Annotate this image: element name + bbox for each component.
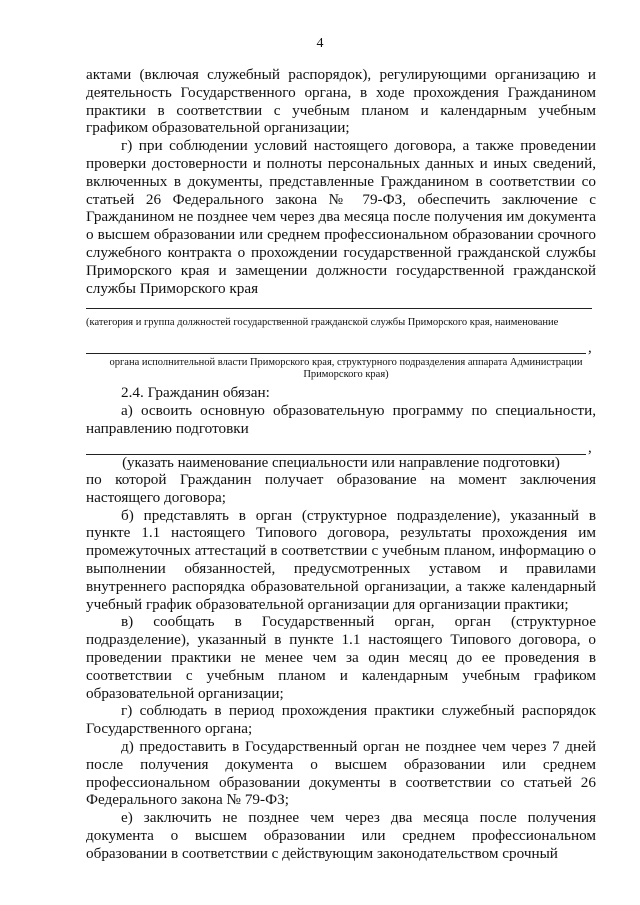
text-block-section-24 [86,384,596,437]
caption-position-category: (категория и группа должностей государственной гражданской службы Приморского края, наименование [86,317,559,328]
paragraph-e-obligation: е) заключить не позднее чем через два месяца после получения документа о высшем образовании или среднем профессиональном образовании в соответствии с действующим законодательством срочный [86,809,596,862]
fill-line-organ [86,353,586,354]
fill-line-position [86,308,592,309]
paragraph-a-obligation: а) освоить основную образовательную программу по специальности, направлению подготовки [86,401,596,437]
paragraph-d-obligation: д) предоставить в Государственный орган не позднее чем через 7 дней после получения документа о высшем образовании или среднем профессиональном образовании документы в соответствии со статьей 26 Федерального закона № 79-ФЗ; [86,737,596,809]
section-heading-2-4: 2.4. Гражданин обязан: [121,384,270,401]
text-block-bottom [86,471,596,863]
paragraph-b-obligation: б) представлять в орган (структурное подразделение), указанный в пункте 1.1 настоящего Типового договора, результаты прохождения им промежуточных аттестаций в соответствии с учебным планом, информацию о выполнении обязанностей, предусмотренных уставом и правилами внутреннего распорядка образовательной организации, а также календарный учебный график образовательной организации для организации практики; [86,506,596,613]
caption-specialty: (указать наименование специальности или направление подготовки) [122,455,560,471]
paragraph-acts: актами (включая служебный распорядок), регулирующими организацию и деятельность Государственного органа, в ходе прохождения Гражданином практики в соответствии с учебным планом и календарным учебным графиком образовательной организации; [86,66,596,137]
caption-organ: органа исполнительной власти Приморского края, структурного подразделения аппарата Администрации Приморского края) [109,357,583,380]
page-number: 4 [316,36,324,51]
paragraph-g-obligation: г) при соблюдении условий настоящего договора, а также проведении проверки достоверности и полноты персональных данных и иных сведений, включенных в документы, представленные Гражданином в соответствии со статьей 26 Федерального закона № 79-ФЗ, обеспечить заключение с Гражданином не позднее чем через два месяца после получения им документа о высшем образовании или среднем профессиональном образовании срочного служебного контракта о прохождении государственной гражданской службы Приморского края и замещении должности государственной гражданской службы Приморского края [86,137,596,297]
text-block-top [86,66,596,297]
paragraph-v-obligation: в) сообщать в Государственный орган, орган (структурное подразделение), указанный в пункте 1.1 настоящего Типового договора, о проведении практики не менее чем за один месяц до ее проведения в соответствии с учебным планом и календарным учебным графиком образовательной организации; [86,613,596,702]
comma-mark: , [588,340,592,356]
comma-mark-2: , [588,440,592,456]
paragraph-education-moment: по которой Гражданин получает образование на момент заключения настоящего договора; [86,471,596,506]
paragraph-g2-obligation: г) соблюдать в период прохождения практики служебный распорядок Государственного органа; [86,702,596,738]
